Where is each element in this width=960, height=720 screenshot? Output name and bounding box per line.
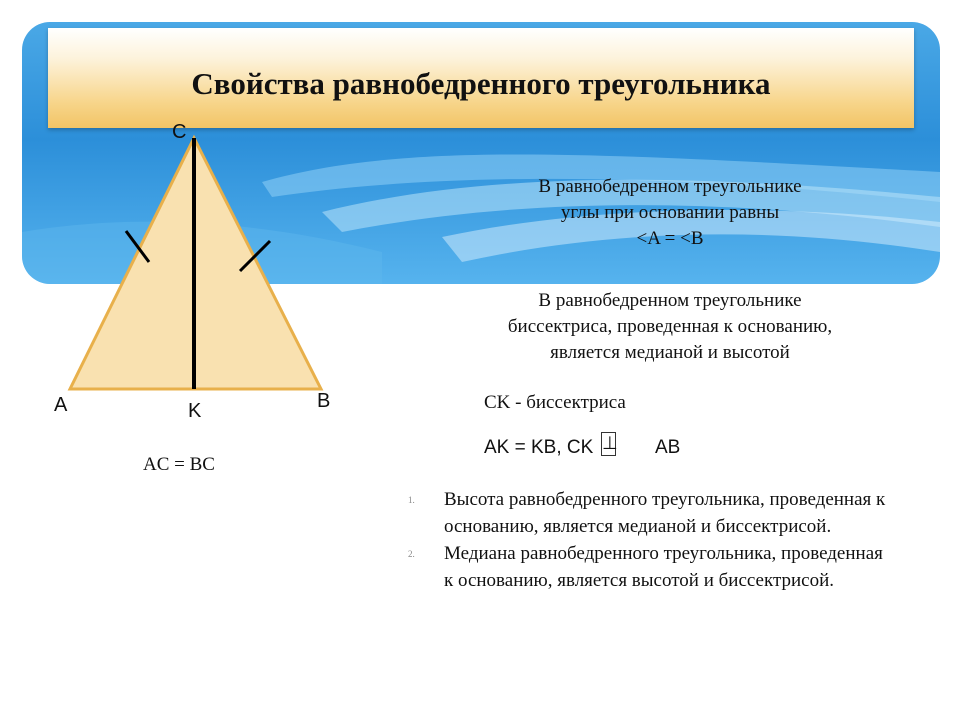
property-bisector-line1: В равнобедренном треугольнике (538, 290, 802, 311)
vertex-label-a: A (54, 394, 68, 416)
property-bisector-line2: биссектриса, проведенная к основанию, (507, 316, 833, 337)
list-item-marker: 1. (408, 495, 415, 505)
list-item (408, 486, 888, 540)
property-bisector (450, 288, 890, 366)
vertex-label-b: B (317, 390, 331, 412)
property-bisector-line3: является медианой и высотой (550, 342, 790, 363)
list-item-text: Медиана равнобедренного треугольника, проведенная к основанию, является высотой и биссектрисой. (444, 543, 883, 591)
perpendicular-symbol-box (601, 432, 616, 456)
ck-bisector-label: CK - биссектриса (484, 392, 626, 413)
point-label-k: K (188, 400, 202, 422)
vertex-label-c: C (172, 121, 187, 143)
ak-kb-left: AK = KB, CK (484, 437, 594, 458)
property-angles-line3: <A = <B (636, 228, 704, 249)
perpendicular-icon: ⊥ (602, 433, 618, 454)
property-angles-line1: В равнобедренном треугольнике (538, 176, 802, 197)
page-title: Свойства равнобедренного треугольника (191, 66, 771, 101)
numbered-properties-list (408, 486, 888, 594)
sides-equality: AC = BC (143, 454, 215, 475)
list-item-text: Высота равнобедренного треугольника, проведенная к основанию, является медианой и биссектрисой. (444, 489, 886, 537)
list-item-marker: 2. (408, 549, 415, 559)
list-item (408, 540, 888, 594)
property-angles-line2: углы при основании равны (560, 202, 780, 223)
property-angles (470, 174, 870, 252)
ak-kb-right: AB (655, 437, 681, 458)
